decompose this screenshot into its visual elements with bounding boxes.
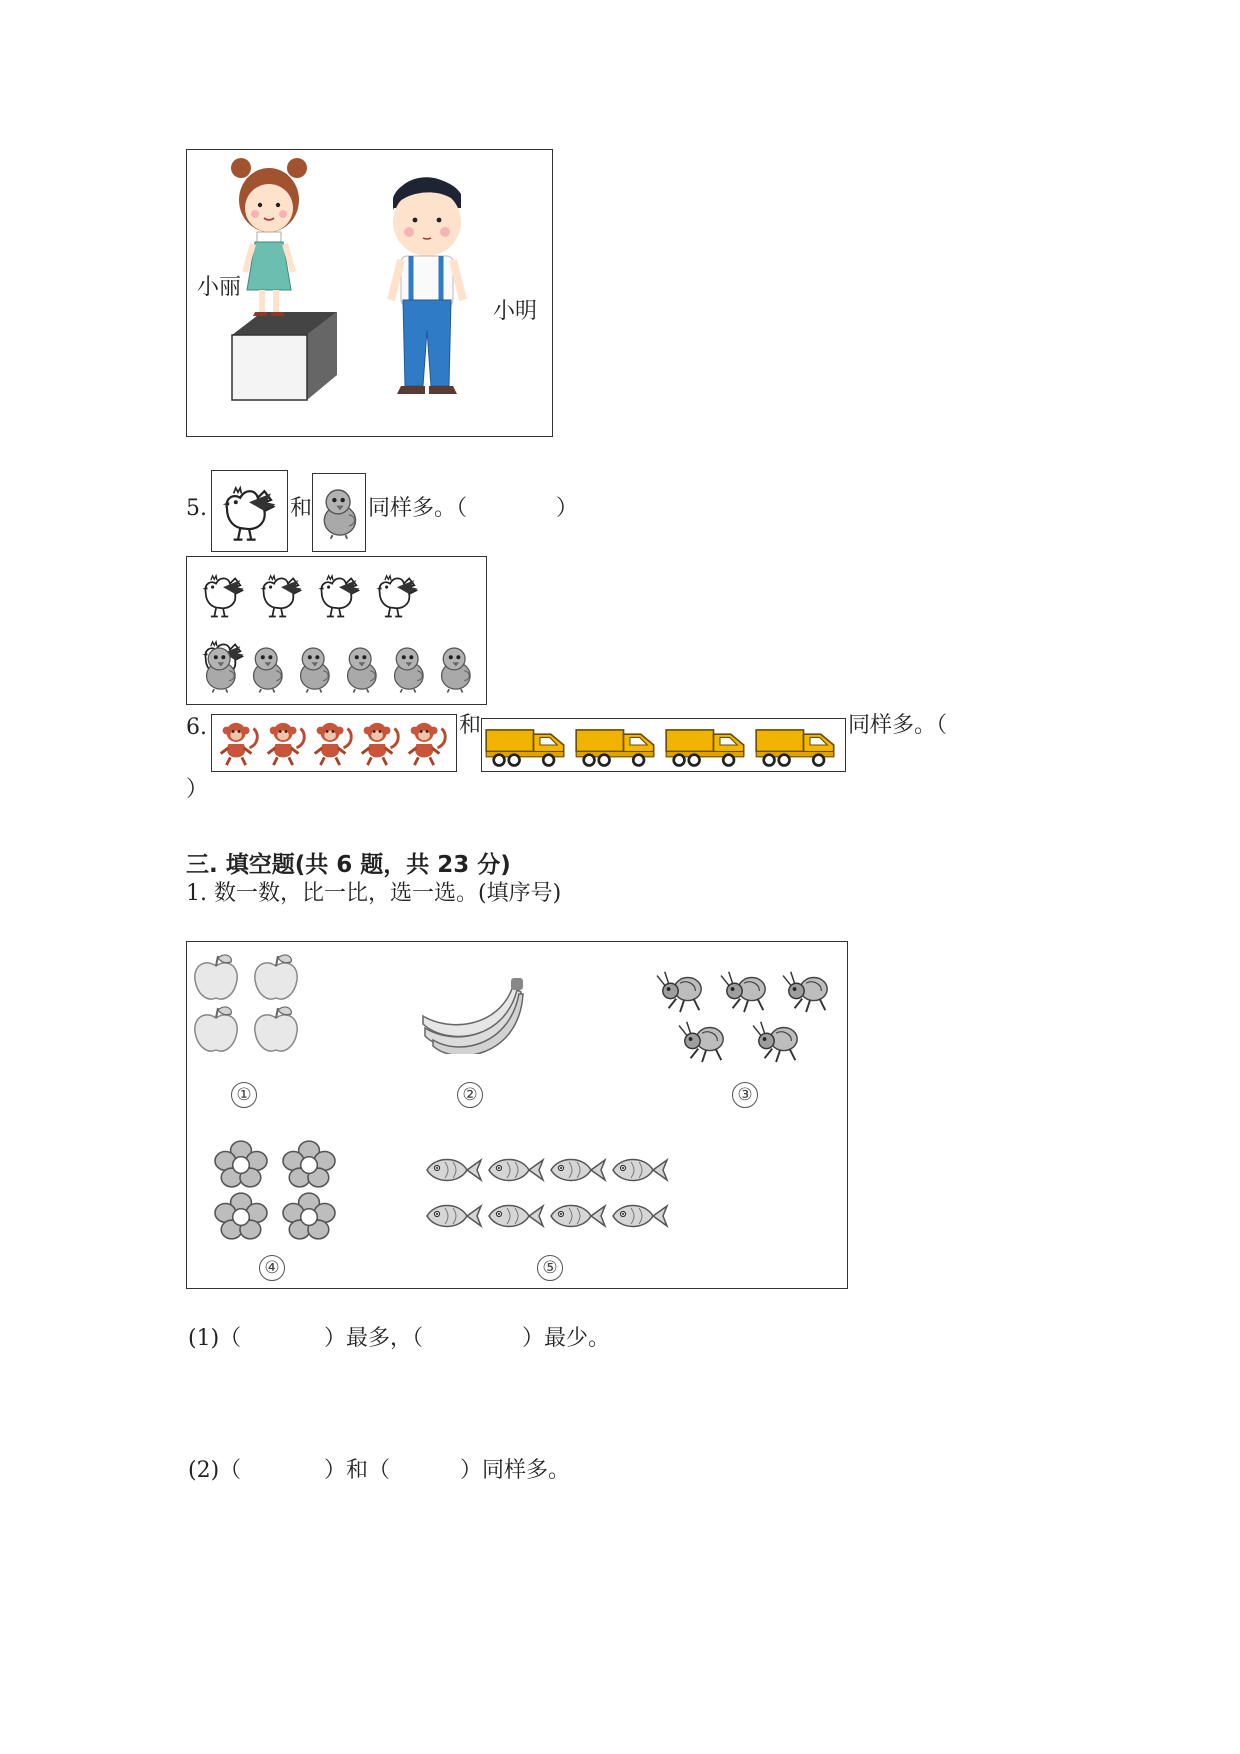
fish-icon <box>549 1154 609 1186</box>
ant-icon <box>675 1016 733 1064</box>
flower-icon <box>283 1141 335 1187</box>
ant-icon <box>717 966 775 1014</box>
q6-joiner: 和 <box>459 713 482 738</box>
ant-icon <box>749 1016 807 1064</box>
chick-icon <box>434 637 476 701</box>
fish-icon <box>425 1200 485 1232</box>
q5-number: 5. <box>186 496 207 521</box>
hen-icon <box>197 563 249 625</box>
label-circle-1: ① <box>231 1082 257 1108</box>
flower-icon <box>215 1141 267 1187</box>
ant-icon <box>779 966 837 1014</box>
apple-icon <box>195 1007 237 1051</box>
chick-icon <box>387 637 429 701</box>
chick-icon <box>293 637 335 701</box>
q5-joiner: 和 <box>290 496 313 521</box>
q6-monkey-box <box>211 714 457 772</box>
height-comparison-illustration <box>187 150 551 435</box>
label-circle-3: ③ <box>732 1082 758 1108</box>
ant-icon <box>653 966 711 1014</box>
sub2-mid: ）和（ <box>324 1458 391 1483</box>
apple-icon <box>195 955 237 999</box>
sub2-suffix: ）同样多。 <box>460 1458 571 1483</box>
apple-icon <box>255 1007 297 1051</box>
chick-row <box>199 637 481 705</box>
height-comparison-figure <box>186 149 553 437</box>
q1-counting-figure <box>186 941 848 1289</box>
hen-icon <box>216 474 282 548</box>
fish-icon <box>487 1200 547 1232</box>
girl-name-label: 小丽 <box>197 275 242 300</box>
monkey-icon <box>263 719 307 767</box>
monkey-icon <box>310 719 354 767</box>
q1-prompt: 1. 数一数，比一比，选一选。(填序号) <box>186 881 562 906</box>
sub1-mid: ）最多，（ <box>324 1326 424 1351</box>
chick-icon <box>316 478 362 548</box>
q5-count-box <box>186 556 487 705</box>
q5-hen-box <box>211 470 288 552</box>
label-circle-2: ② <box>457 1082 483 1108</box>
monkey-row <box>216 719 451 771</box>
q6-answer-close: ） <box>186 777 209 802</box>
sub2-prefix: (2)（ <box>188 1458 242 1483</box>
monkey-icon <box>404 719 448 767</box>
fish-icon <box>611 1200 671 1232</box>
banana-bunch-icon <box>419 972 529 1054</box>
apple-icon <box>255 955 297 999</box>
truck-row <box>484 721 844 773</box>
ant-group <box>653 966 839 1076</box>
chick-icon <box>199 637 241 701</box>
monkey-icon <box>357 719 401 767</box>
q5-statement: 同样多。（ <box>368 496 468 521</box>
fish-icon <box>549 1200 609 1232</box>
monkey-icon <box>216 719 260 767</box>
label-circle-4: ④ <box>259 1255 285 1281</box>
chick-icon <box>340 637 382 701</box>
boy-name-label: 小明 <box>493 299 538 324</box>
fish-group <box>425 1154 675 1236</box>
q6-statement: 同样多。（ <box>848 713 948 738</box>
truck-icon <box>574 721 658 769</box>
q5-answer-close: ） <box>556 496 579 521</box>
sub1-suffix: ）最少。 <box>522 1326 611 1351</box>
sub1-prefix: (1)（ <box>188 1326 242 1351</box>
q6-number: 6. <box>186 715 207 740</box>
truck-icon <box>664 721 748 769</box>
hen-icon <box>371 563 423 625</box>
fish-icon <box>425 1154 485 1186</box>
q5-chick-box <box>312 473 366 552</box>
chick-icon <box>246 637 288 701</box>
fish-icon <box>611 1154 671 1186</box>
flower-icon <box>283 1193 335 1239</box>
fish-icon <box>487 1154 547 1186</box>
q6-truck-box <box>481 718 846 772</box>
truck-icon <box>484 721 568 769</box>
apple-group <box>191 952 303 1056</box>
flower-group <box>211 1138 343 1242</box>
section-heading: 三. 填空题(共 6 题，共 23 分) <box>186 852 511 878</box>
hen-icon <box>313 563 365 625</box>
flower-icon <box>215 1193 267 1239</box>
truck-icon <box>754 721 838 769</box>
hen-icon <box>255 563 307 625</box>
label-circle-5: ⑤ <box>537 1255 563 1281</box>
